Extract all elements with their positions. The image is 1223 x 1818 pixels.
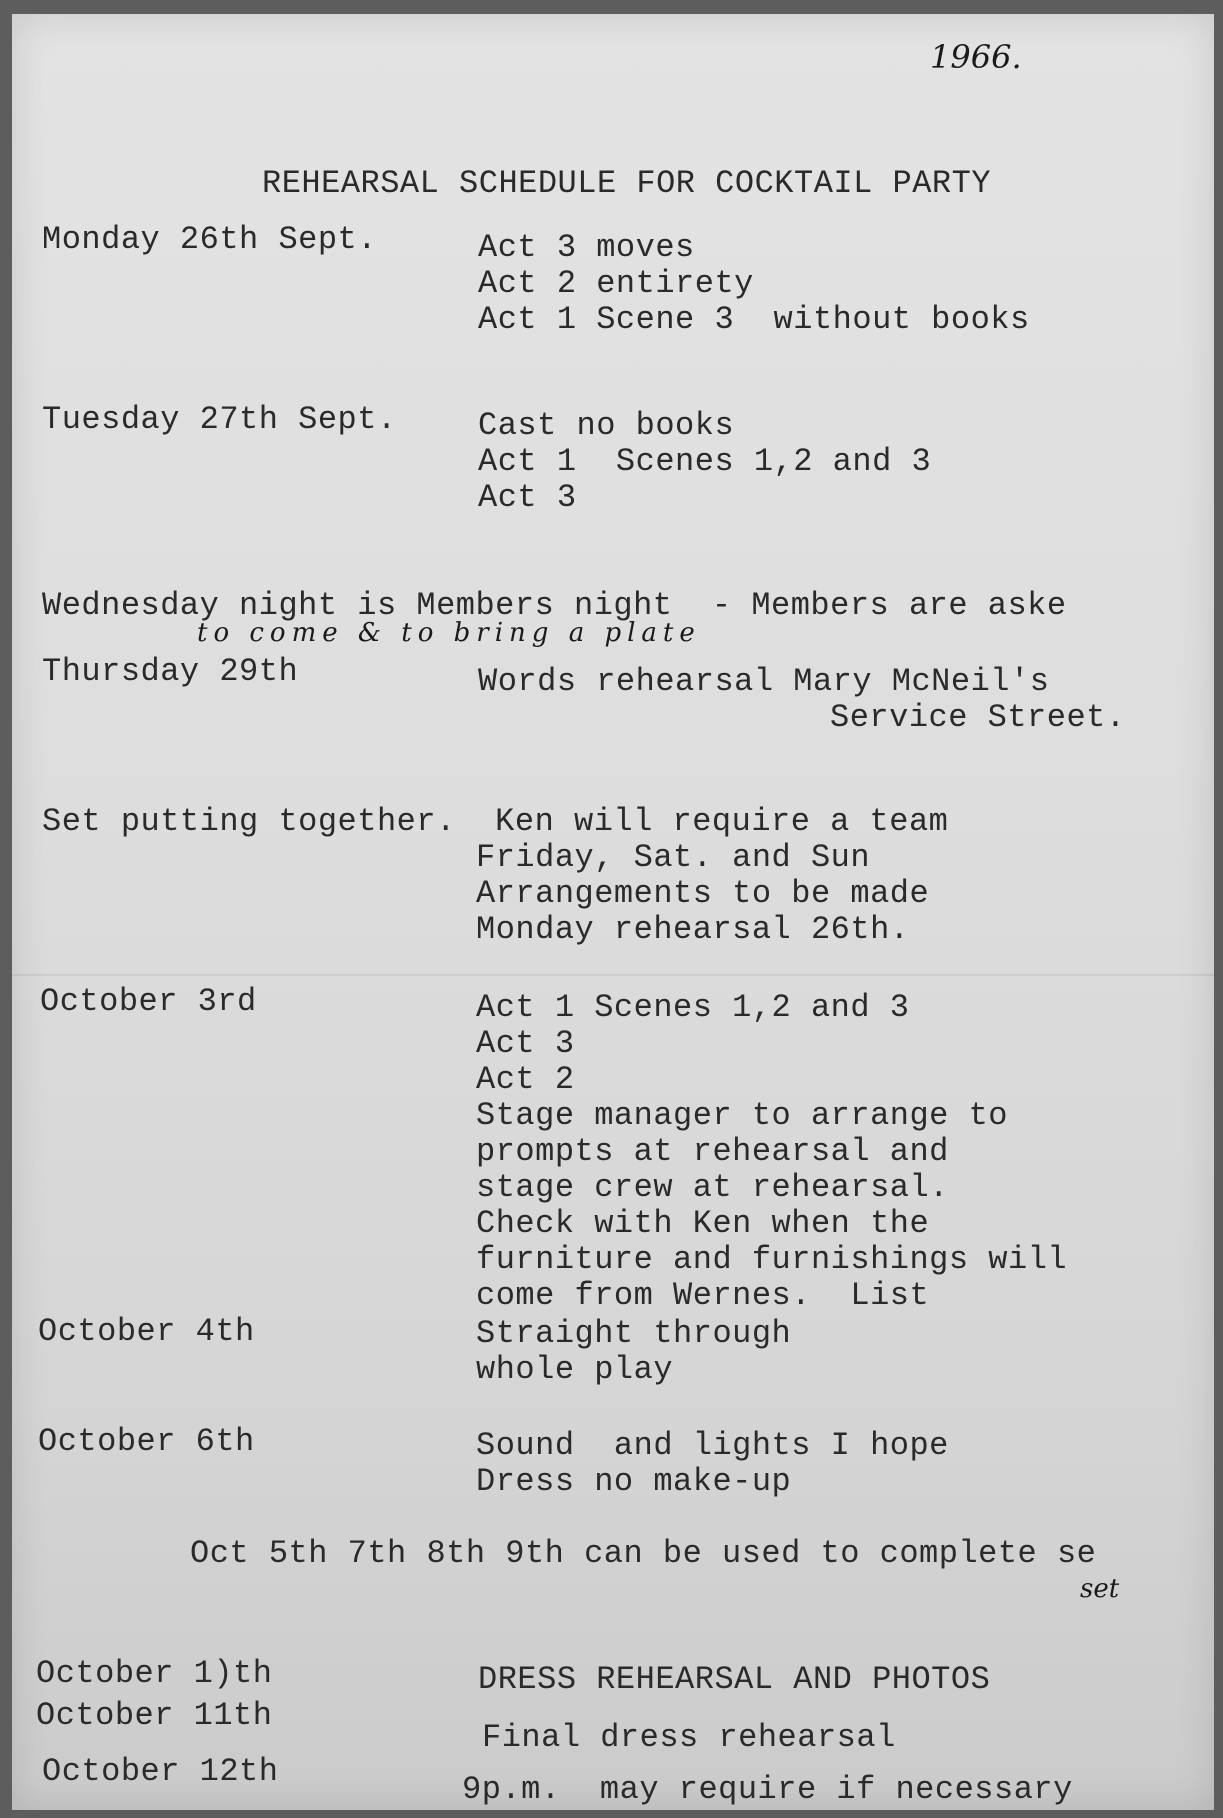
tuesday-line: Act 1 Scenes 1,2 and 3 <box>478 443 932 480</box>
oct10-date: October 1)th <box>36 1655 273 1692</box>
oct3-line: prompts at rehearsal and <box>476 1133 949 1170</box>
set-line: Friday, Sat. and Sun <box>476 839 871 876</box>
monday-line: Act 2 entirety <box>478 265 754 302</box>
tuesday-line: Cast no books <box>478 407 735 444</box>
monday-line: Act 1 Scene 3 without books <box>478 301 1030 338</box>
paper-fold <box>12 974 1214 976</box>
oct-handwritten-note: set <box>1080 1574 1120 1604</box>
thursday-line: Words rehearsal Mary McNeil's <box>478 663 1050 700</box>
oct4-line: whole play <box>476 1351 674 1388</box>
wednesday-note: Wednesday night is Members night - Members are aske <box>42 587 1067 624</box>
oct6-line: Sound and lights I hope <box>476 1427 949 1464</box>
oct6-line: Dress no make-up <box>476 1463 792 1500</box>
set-line: Arrangements to be made <box>476 875 930 912</box>
tuesday-date: Tuesday 27th Sept. <box>42 401 397 438</box>
monday-line: Act 3 moves <box>478 229 695 266</box>
oct-availability-note: Oct 5th 7th 8th 9th can be used to complete se <box>190 1535 1097 1572</box>
set-line: Monday rehearsal 26th. <box>476 911 910 948</box>
oct3-line: Act 2 <box>476 1061 575 1098</box>
thursday-line: Service Street. <box>830 699 1126 736</box>
oct11-date: October 11th <box>36 1697 273 1734</box>
year-note: 1966. <box>930 38 1022 76</box>
oct11-event: Final dress rehearsal <box>482 1719 896 1756</box>
oct12-event: 9p.m. may require if necessary <box>462 1771 1073 1808</box>
oct3-line: furniture and furnishings will <box>476 1241 1068 1278</box>
schedule-sheet <box>12 14 1214 1810</box>
oct3-line: Act 3 <box>476 1025 575 1062</box>
monday-date: Monday 26th Sept. <box>42 221 377 258</box>
oct6-date: October 6th <box>38 1423 255 1460</box>
oct12-date: October 12th <box>42 1753 279 1790</box>
oct3-line: Act 1 Scenes 1,2 and 3 <box>476 989 910 1026</box>
oct3-line: stage crew at rehearsal. <box>476 1169 949 1206</box>
oct4-line: Straight through <box>476 1315 792 1352</box>
tuesday-line: Act 3 <box>478 479 577 516</box>
oct3-line: Stage manager to arrange to <box>476 1097 1008 1134</box>
oct4-date: October 4th <box>38 1313 255 1350</box>
oct3-line: come from Wernes. List <box>476 1277 930 1314</box>
page-title: REHEARSAL SCHEDULE FOR COCKTAIL PARTY <box>262 165 992 202</box>
wednesday-handwritten-note: to come & to bring a plate <box>197 618 701 648</box>
oct3-line: Check with Ken when the <box>476 1205 930 1242</box>
thursday-date: Thursday 29th <box>42 653 299 690</box>
oct10-event: DRESS REHEARSAL AND PHOTOS <box>478 1661 991 1698</box>
oct3-date: October 3rd <box>40 983 257 1020</box>
set-note: Set putting together. Ken will require a team <box>42 803 949 840</box>
